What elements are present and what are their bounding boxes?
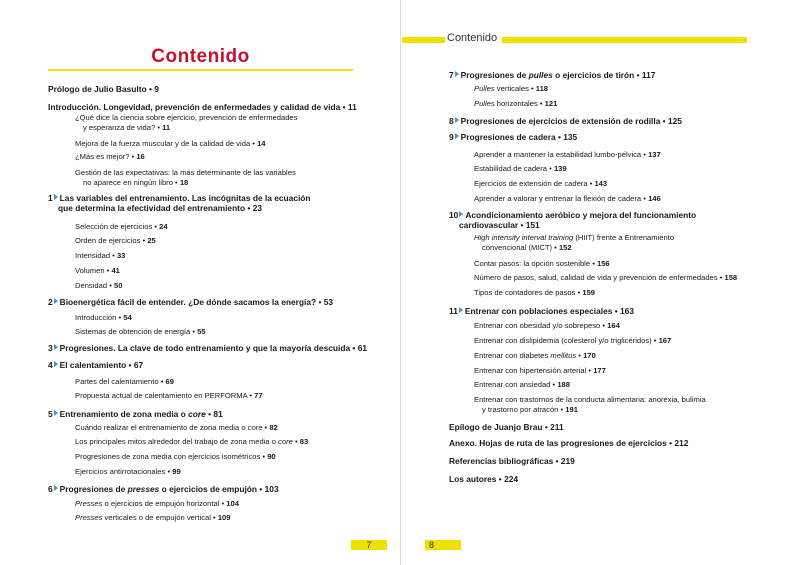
page-title: Contenido [151,46,250,67]
page-number: 7 [351,540,387,550]
toc-section-entry[interactable]: Orden de ejercicios • 25 [75,236,156,245]
chapter-number: 9 [449,132,454,142]
entry-page-number: 18 [179,178,189,187]
chapter-number: 1 [48,193,53,203]
entry-title: verticales o de empujón vertical [102,513,211,522]
entry-page-number: 53 [323,297,334,307]
entry-title: Entrenar con hipertensión arterial [474,366,587,375]
entry-title-continued: no aparece en ningún libro • 18 [83,178,189,187]
entry-title-continued: convencional (MICT) • 152 [482,243,572,252]
entry-page-number: 170 [583,351,596,360]
toc-section-entry[interactable]: Aprender a mantener la estabilidad lumbo-pélvica • 137 [474,150,661,159]
running-head-bar-left [402,37,445,43]
entry-title: Selección de ejercicios [75,222,153,231]
entry-page-number: 67 [133,360,144,370]
entry-page-number: 104 [226,499,239,508]
toc-section-entry[interactable]: Tipos de contadores de pasos • 159 [474,288,596,297]
entry-title: Contar pasos: la opción sostenible [474,259,591,268]
entry-page-number: 152 [558,243,572,252]
entry-page-number: 9 [154,84,159,94]
entry-title: Los principales mitos alrededor del trabajo de zona media o [75,437,279,446]
entry-title: Progresiones de [59,484,128,494]
toc-section-entry[interactable]: Entrenar con hipertensión arterial • 177 [474,366,606,375]
toc-section-entry[interactable]: Presses verticales o de empujón vertical • 109 [75,513,231,522]
entry-page-number: 159 [582,288,596,297]
entry-title: Orden de ejercicios [75,236,141,245]
toc-section-entry[interactable]: ¿Más es mejor? • 16 [75,152,145,161]
entry-page-number: 212 [674,438,689,448]
toc-chapter-entry[interactable]: Prólogo de Julio Basulto • 9 [48,84,159,94]
toc-chapter-entry[interactable] [48,193,311,213]
entry-title: Entrenar con diabetes [474,351,551,360]
entry-title: Cuándo realizar el entrenamiento de zona media o [75,423,248,432]
entry-italic-text: Pulles [474,84,495,93]
entry-page-number: 83 [299,437,309,446]
toc-section-entry[interactable]: Intensidad • 33 [75,251,126,260]
entry-title: verticales [494,84,529,93]
title-underline [48,69,353,71]
entry-title-continued: que determina la efectividad del entrenamiento • 23 [58,203,263,213]
entry-page-number: 156 [596,259,610,268]
entry-page-number: 117 [641,70,656,80]
entry-title: Progresiones. La clave de todo entrenamiento y que la mayoría descuida [59,343,351,353]
toc-section-entry[interactable]: Entrenar con dislipidemia (colesterol y/o triglicéridos) • 167 [474,336,672,345]
entry-italic-text: pulles [528,70,553,80]
entry-page-number: 219 [560,456,575,466]
chapter-number: 2 [48,297,53,307]
toc-section-entry[interactable]: Volumen • 41 [75,266,120,275]
entry-title: horizontales [494,99,538,108]
toc-section-entry[interactable]: Pulles horizontales • 121 [474,99,558,108]
entry-title: Entrenar con dislipidemia (colesterol y/o triglicéridos) [474,336,652,345]
triangle-arrow-icon [54,194,58,200]
entry-title: o ejercicios de empujón horizontal [102,499,220,508]
entry-title: (HIIT) frente a Entrenamiento [573,233,675,242]
chapter-number: 4 [48,360,53,370]
triangle-arrow-icon [459,307,463,313]
entry-title: Introducción. Longevidad, prevención de enfermedades y calidad de vida [48,102,341,112]
chapter-number: 6 [48,484,53,494]
entry-title: Densidad [75,281,108,290]
entry-page-number: 137 [648,150,661,159]
entry-title: Prólogo de Julio Basulto [48,84,147,94]
entry-title: Progresiones de cadera [460,132,556,142]
running-head: Contenido [447,32,498,44]
entry-italic-text: High intensity interval training [474,233,574,242]
toc-chapter-entry[interactable] [449,210,696,230]
entry-page-number: 188 [557,380,570,389]
toc-section-entry[interactable]: Contar pasos: la opción sostenible • 156 [474,259,610,268]
entry-page-number: 11 [347,102,357,112]
toc-section-entry[interactable]: Propuesta actual de calentamiento en PERFORMA • 77 [75,391,263,400]
entry-title: Aprender a mantener la estabilidad lumbo-pélvica [474,150,642,159]
running-head-bar-right [502,37,747,43]
toc-chapter-entry[interactable]: Epílogo de Juanjo Brau • 211 [449,422,564,432]
entry-page-number: 41 [111,266,120,275]
entry-page-number: 146 [648,194,661,203]
toc-chapter-entry[interactable]: Anexo. Hojas de ruta de las progresiones de ejercicios • 212 [449,438,689,448]
entry-page-number: 69 [165,377,174,386]
toc-section-entry[interactable]: Cuándo realizar el entrenamiento de zona media o core • 82 [75,423,278,432]
entry-page-number: 177 [593,366,606,375]
entry-page-number: 25 [147,236,156,245]
entry-italic-text: presses [127,484,160,494]
entry-title: Número de pasos, salud, calidad de vida y prevención de enfermedades [474,273,718,282]
triangle-arrow-icon [54,485,58,491]
toc-chapter-entry[interactable]: 8 Progresiones de ejercicios de extensión de rodilla • 125 [449,116,682,126]
entry-page-number: 81 [213,409,223,419]
entry-page-number: 109 [217,513,231,522]
entry-page-number: 118 [535,84,549,93]
entry-title: ¿Qué dice la ciencia sobre ejercicio, prevención de enfermedades [75,113,298,122]
entry-page-number: 167 [658,336,672,345]
entry-page-number: 23 [252,203,263,213]
entry-page-number: 61 [357,343,368,353]
entry-page-number: 77 [254,391,263,400]
toc-section-entry[interactable]: Estabilidad de cadera • 139 [474,164,567,173]
toc-section-entry[interactable] [474,395,706,415]
entry-title: Entrenamiento de zona media o [59,409,189,419]
entry-title: Intensidad [75,251,111,260]
entry-title: Ejercicios de extensión de cadera [474,179,588,188]
toc-section-entry[interactable]: Entrenar con ansiedad • 188 [474,380,570,389]
toc-section-entry[interactable] [75,113,297,133]
entry-title-rest: o ejercicios de empujón [159,484,258,494]
entry-page-number: 82 [269,423,278,432]
entry-page-number: 50 [113,281,123,290]
entry-title: Referencias bibliográficas [449,456,554,466]
entry-title: Mejora de la fuerza muscular y de la calidad de vida [75,139,251,148]
toc-chapter-entry[interactable]: 3 Progresiones. La clave de todo entrenamiento y que la mayoría descuida • 61 [48,343,368,353]
entry-title: Anexo. Hojas de ruta de las progresiones de ejercicios [449,438,667,448]
toc-section-entry[interactable]: Partes del calentamiento • 69 [75,377,174,386]
entry-title: Las variables del entrenamiento. Las incógnitas de la ecuación [59,193,311,203]
entry-title: Progresiones de [460,70,529,80]
entry-title: ¿Más es mejor? [75,152,130,161]
entry-title: Volumen [75,266,105,275]
entry-title: Epílogo de Juanjo Brau [449,422,543,432]
entry-page-number: 163 [620,306,634,316]
entry-title: Partes del calentamiento [75,377,159,386]
right-page [400,0,800,565]
toc-section-entry[interactable] [75,168,296,188]
toc-section-entry[interactable]: Introducción • 54 [75,313,132,322]
entry-title: Entrenar con obesidad y/o sobrepeso [474,321,601,330]
entry-page-number: 151 [525,220,540,230]
toc-chapter-entry[interactable]: 2 Bioenergética fácil de entender. ¿De dónde sacamos la energía? • 53 [48,297,334,307]
entry-italic-text: Pulles [474,99,495,108]
entry-title: Estabilidad de cadera [474,164,548,173]
entry-page-number: 33 [116,251,126,260]
toc-chapter-entry[interactable]: 6 Progresiones de presses o ejercicios de empujón • 103 [48,484,279,494]
entry-title: Entrenar con trastornos de la conducta alimentaria: anorexia, bulimia [474,395,706,404]
entry-title-continued: y esperanza de vida? • 11 [83,123,171,132]
entry-page-number: 54 [123,313,132,322]
chapter-number: 3 [48,343,53,353]
toc-chapter-entry[interactable]: Referencias bibliográficas • 219 [449,456,575,466]
entry-italic-text: core [247,423,263,432]
toc-section-entry[interactable]: Selección de ejercicios • 24 [75,222,168,231]
entry-title: Entrenar con poblaciones especiales [464,306,613,316]
entry-page-number: 11 [162,123,171,132]
triangle-arrow-icon [459,211,463,217]
toc-section-entry[interactable]: Los principales mitos alrededor del trabajo de zona media o core • 83 [75,437,309,446]
entry-title: Tipos de contadores de pasos [474,288,576,297]
entry-page-number: 125 [667,116,682,126]
toc-chapter-entry[interactable]: 5 Entrenamiento de zona media o core • 81 [48,409,223,419]
toc-section-entry[interactable]: Entrenar con diabetes mellitus • 170 [474,351,596,360]
entry-title: Los autores [449,474,497,484]
toc-section-entry[interactable]: Pulles verticales • 118 [474,84,549,93]
triangle-arrow-icon [455,71,459,77]
entry-title: Acondicionamiento aeróbico y mejora del funcionamiento [465,210,697,220]
entry-title-rest: o ejercicios de tirón [552,70,635,80]
entry-page-number: 24 [159,222,168,231]
toc-chapter-entry[interactable]: 9 Progresiones de cadera • 135 [449,132,578,142]
entry-page-number: 103 [264,484,279,494]
entry-page-number: 143 [594,179,608,188]
entry-title: Propuesta actual de calentamiento en PERFORMA [75,391,248,400]
entry-italic-text: mellitus [550,351,577,360]
toc-chapter-entry[interactable]: Introducción. Longevidad, prevención de enfermedades y calidad de vida • 11 [48,102,357,112]
triangle-arrow-icon [54,298,58,304]
triangle-arrow-icon [54,410,58,416]
entry-page-number: 164 [607,321,620,330]
entry-italic-text: Presses [75,499,103,508]
entry-title: Entrenar con ansiedad [474,380,551,389]
toc-section-entry[interactable]: Progresiones de zona media con ejercicios isométricos • 90 [75,452,276,461]
toc-section-entry[interactable]: Densidad • 50 [75,281,123,290]
triangle-arrow-icon [54,361,58,367]
entry-page-number: 90 [267,452,276,461]
entry-page-number: 191 [565,405,578,414]
chapter-number: 8 [449,116,454,126]
entry-italic-text: core [278,437,293,446]
toc-chapter-entry[interactable]: 7 Progresiones de pulles o ejercicios de tirón • 117 [449,70,656,80]
chapter-number: 5 [48,409,53,419]
entry-italic-text: core [188,409,206,419]
toc-section-entry[interactable]: Aprender a valorar y entrenar la flexión de cadera • 146 [474,194,661,203]
toc-section-entry[interactable]: Ejercicios antirrotacionales • 99 [75,467,181,476]
entry-title: Aprender a valorar y entrenar la flexión de cadera [474,194,642,203]
triangle-arrow-icon [54,344,58,350]
toc-section-entry[interactable]: Número de pasos, salud, calidad de vida y prevención de enfermedades • 158 [474,273,738,282]
chapter-number: 10 [449,210,459,220]
toc-chapter-entry[interactable]: 11 Entrenar con poblaciones especiales • 163 [449,306,634,316]
toc-section-entry[interactable]: Presses o ejercicios de empujón horizontal • 104 [75,499,239,508]
entry-page-number: 158 [724,273,738,282]
toc-section-entry[interactable]: Mejora de la fuerza muscular y de la calidad de vida • 14 [75,139,266,148]
toc-section-entry[interactable]: Ejercicios de extensión de cadera • 143 [474,179,608,188]
entry-page-number: 135 [563,132,578,142]
entry-page-number: 211 [550,422,564,432]
chapter-number: 11 [449,306,458,316]
entry-page-number: 224 [504,474,519,484]
chapter-number: 7 [449,70,454,80]
entry-title: Gestión de las expectativas: la más determinante de las variables [75,168,296,177]
entry-page-number: 55 [197,327,206,336]
entry-page-number: 121 [544,99,558,108]
entry-italic-text: Presses [75,513,103,522]
toc-chapter-entry[interactable]: Los autores • 224 [449,474,519,484]
entry-page-number: 99 [172,467,181,476]
entry-title-continued: y trastorno por atracón • 191 [482,405,578,414]
entry-page-number: 139 [553,164,567,173]
entry-title: Sistemas de obtención de energía [75,327,191,336]
toc-chapter-entry[interactable]: 4 El calentamiento • 67 [48,360,144,370]
toc-section-entry[interactable] [474,233,674,253]
entry-title: Bioenergética fácil de entender. ¿De dónde sacamos la energía? [59,297,317,307]
entry-title: Ejercicios antirrotacionales [75,467,166,476]
entry-page-number: 16 [136,152,145,161]
entry-title: Introducción [75,313,117,322]
entry-title: El calentamiento [59,360,127,370]
page-number: 8 [425,540,461,550]
triangle-arrow-icon [455,133,459,139]
entry-title-continued: cardiovascular • 151 [459,220,540,230]
entry-page-number: 14 [257,139,266,148]
triangle-arrow-icon [455,117,459,123]
entry-title: Progresiones de zona media con ejercicios isométricos [75,452,261,461]
toc-section-entry[interactable]: Sistemas de obtención de energía • 55 [75,327,206,336]
toc-section-entry[interactable]: Entrenar con obesidad y/o sobrepeso • 164 [474,321,620,330]
entry-title: Progresiones de ejercicios de extensión de rodilla [460,116,661,126]
